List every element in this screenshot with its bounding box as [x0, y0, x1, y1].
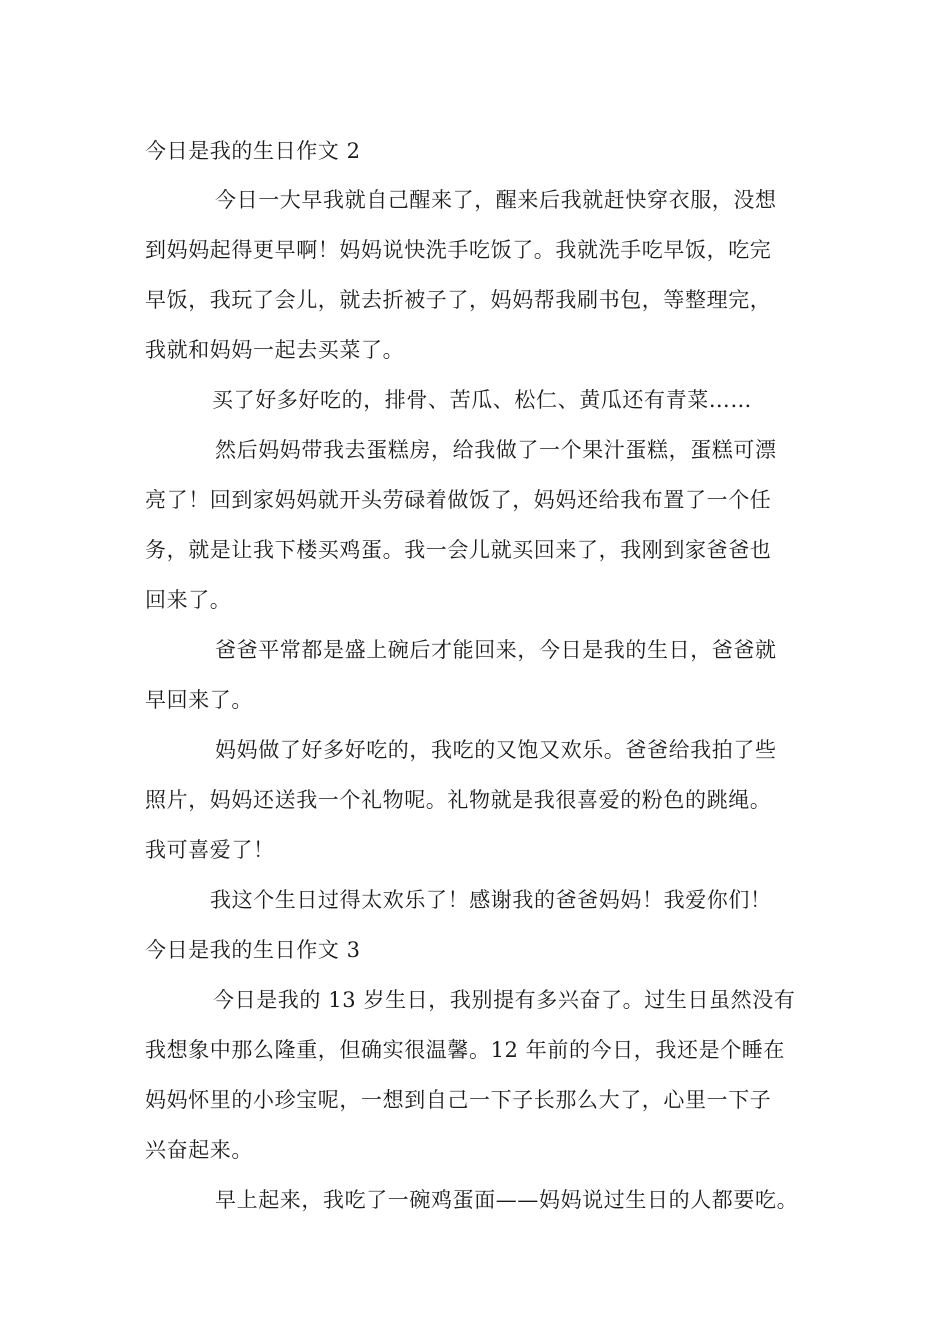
paragraph-line: 兴奋起来。 [145, 1138, 253, 1162]
paragraph-line: 爸爸平常都是盛上碗后才能回来，今日是我的生日，爸爸就 [215, 638, 777, 662]
paragraph-line: 务，就是让我下楼买鸡蛋。我一会儿就买回来了，我刚到家爸爸也 [145, 538, 772, 562]
paragraph-line: 然后妈妈带我去蛋糕房，给我做了一个果汁蛋糕，蛋糕可漂 [215, 438, 777, 462]
paragraph-line: 我这个生日过得太欢乐了！感谢我的爸爸妈妈！我爱你们！ [210, 888, 772, 912]
paragraph-line: 买了好多好吃的，排骨、苦瓜、松仁、黄瓜还有青菜…… [212, 388, 752, 412]
paragraph-line: 妈妈怀里的小珍宝呢，一想到自己一下子长那么大了，心里一下子 [145, 1088, 772, 1112]
paragraph-line: 照片，妈妈还送我一个礼物呢。礼物就是我很喜爱的粉色的跳绳。 [145, 788, 772, 812]
paragraph-line: 我可喜爱了！ [145, 838, 275, 862]
paragraph-line: 我就和妈妈一起去买菜了。 [145, 338, 405, 362]
paragraph-line: 我想象中那么隆重，但确实很温馨。12 年前的今日，我还是个睡在 [145, 1038, 785, 1062]
paragraph-line: 早上起来，我吃了一碗鸡蛋面——妈妈说过生日的人都要吃。 [215, 1188, 799, 1212]
paragraph-line: 今日是我的 13 岁生日，我别提有多兴奋了。过生日虽然没有 [213, 988, 796, 1012]
essay-title-2: 今日是我的生日作文 2 [145, 139, 361, 163]
paragraph-line: 今日一大早我就自己醒来了，醒来后我就赶快穿衣服，没想 [215, 188, 777, 212]
essay-title-3: 今日是我的生日作文 3 [145, 938, 361, 962]
paragraph-line: 到妈妈起得更早啊！妈妈说快洗手吃饭了。我就洗手吃早饭，吃完 [145, 238, 772, 262]
paragraph-line: 妈妈做了好多好吃的，我吃的又饱又欢乐。爸爸给我拍了些 [215, 738, 777, 762]
paragraph-line: 早回来了。 [145, 688, 253, 712]
paragraph-line: 回来了。 [145, 588, 232, 612]
paragraph-line: 早饭，我玩了会儿，就去折被子了，妈妈帮我刷书包，等整理完， [145, 288, 772, 312]
paragraph-line: 亮了！回到家妈妈就开头劳碌着做饭了，妈妈还给我布置了一个任 [145, 488, 772, 512]
